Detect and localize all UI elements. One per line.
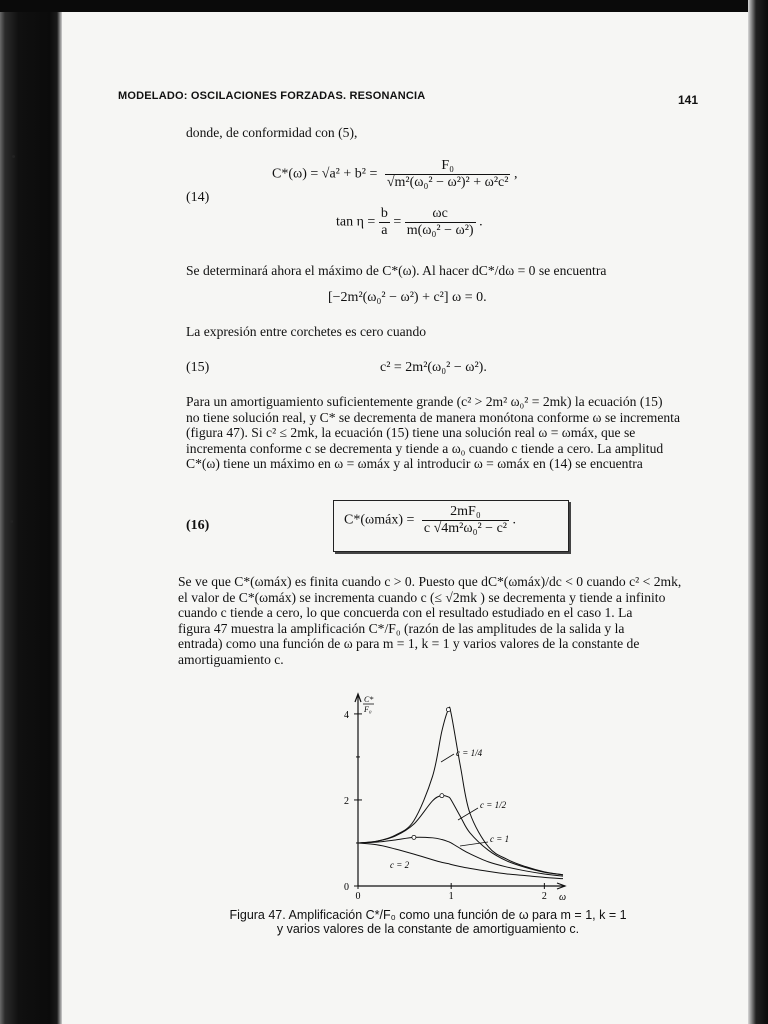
x-axis-label: ω [559, 892, 567, 903]
eq14-line1-fraction [385, 158, 511, 191]
book-spine-shadow [0, 0, 62, 1024]
equation-16 [344, 504, 516, 537]
curve-label: c = 1 [490, 834, 510, 844]
eq14-line2-numerator: ωc [405, 206, 476, 223]
y-axis-label-bottom: F₀ [364, 705, 372, 714]
eq14-line1-lhs: C*(ω) = √a² + b² = [272, 166, 378, 182]
equation-derivative: [−2m²(ω₀² − ω²) + c²] ω = 0. [328, 290, 487, 305]
figure-47-chart [330, 690, 570, 905]
equation-14-line2 [336, 206, 483, 239]
chart-axes [354, 694, 565, 889]
series-line [358, 707, 563, 875]
paragraph-damping-line: no tiene solución real, y C* se decrementa de manera monótona conforme ω se incrementa [186, 409, 680, 425]
y-tick-label: 4 [344, 709, 349, 721]
top-scan-edge [0, 0, 768, 12]
paragraph-damping-line: incrementa conforme c se decrementa y tiende a ω₀ cuando c tiende a cero. La amplitud [186, 440, 664, 456]
caption-line-1: Figura 47. Amplificación C*/F₀ como una función de ω para m = 1, k = 1 [229, 908, 627, 922]
paragraph-damping-line: Para un amortiguamiento suficientemente grande (c² > 2m² ω₀² = 2mk) la ecuación (15) [186, 394, 663, 409]
eq14-line2-denominator: m(ω₀² − ω²) [406, 223, 474, 238]
eq16-fraction [422, 504, 509, 537]
curve-label: c = 1/4 [456, 748, 483, 758]
curve-label: c = 1/2 [480, 800, 507, 810]
paragraph-finite-line: entrada) como una función de ω para m = 1, k = 1 y varios valores de la constante de [178, 636, 640, 652]
caption-line-2: y varios valores de la constante de amortiguamiento c. [276, 922, 580, 936]
eq16-denominator: c √4m²ω₀² − c² [423, 521, 507, 536]
y-tick-label: 2 [344, 795, 349, 807]
series-peak-marker [440, 794, 444, 798]
eq14-line2-b: b [380, 206, 388, 221]
chart-curves [358, 707, 563, 879]
y-tick-label: 0 [344, 882, 349, 893]
x-tick-label: 1 [448, 891, 454, 902]
series-line [358, 795, 563, 874]
running-header: MODELADO: OSCILACIONES FORZADAS. RESONANCIA [118, 90, 426, 102]
equation-15: c² = 2m²(ω₀² − ω²). [380, 360, 487, 375]
equation-15-label: (15) [186, 360, 210, 375]
equation-16-label: (16) [186, 518, 210, 533]
paragraph-finite-line: el valor de C*(ωmáx) se incrementa cuando c (≤ √2mk ) se decrementa y tiende a infinito [178, 589, 666, 605]
figure-caption [188, 908, 668, 936]
intro-line: donde, de conformidad con (5), [186, 125, 358, 140]
curve-label: c = 2 [390, 860, 410, 870]
eq14-line2-fraction-ba [379, 206, 390, 239]
equation-14-line1 [272, 158, 517, 191]
page-number: 141 [678, 93, 699, 107]
series-peak-marker [446, 708, 450, 712]
paragraph-finite [178, 574, 708, 668]
eq14-line1-denominator: √m²(ω₀² − ω²)² + ω²c² [386, 175, 509, 190]
curve-label-leader [458, 808, 478, 820]
paragraph-maximum: Se determinará ahora el máximo de C*(ω). Al hacer dC*/dω = 0 se encuentra [186, 263, 607, 278]
paragraph-damping-line: C*(ω) tiene un máximo en ω = ωmáx y al introducir ω = ωmáx en (14) se encuentra [186, 456, 643, 472]
paragraph-damping-line: (figura 47). Si c² ≤ 2mk, la ecuación (15) tiene una solución real ω = ωmáx, que se [186, 425, 636, 441]
eq16-numerator: 2mF₀ [422, 504, 509, 521]
curve-label-leader [460, 842, 488, 846]
curve-label-leader [441, 754, 454, 762]
eq14-line1-numerator: F₀ [385, 158, 511, 175]
eq16-end: . [512, 512, 516, 528]
series-line [358, 837, 563, 876]
eq14-line2-equals: = [393, 214, 402, 230]
right-scan-edge [748, 0, 768, 1024]
paragraph-finite-line: Se ve que C*(ωmáx) es finita cuando c > 0. Puesto que dC*(ωmáx)/dc < 0 cuando c² < 2mk, [178, 574, 682, 589]
scan-speck [12, 155, 15, 158]
paragraph-finite-line: figura 47 muestra la amplificación C*/F₀ (razón de las amplitudes de la salida y la [178, 620, 625, 636]
paragraph-finite-line: cuando c tiende a cero, lo que concuerda con el resultado estudiado en el caso 1. La [178, 605, 633, 621]
scan-speck [10, 520, 13, 523]
eq14-line1-end: , [513, 166, 518, 182]
eq14-line2-a: a [381, 223, 388, 238]
series-peak-marker [412, 835, 416, 839]
eq14-line2-end: . [479, 214, 483, 230]
eq14-line2-lhs: tan η = [336, 214, 376, 230]
eq16-lhs: C*(ωmáx) = [344, 512, 415, 528]
eq14-line2-fraction [405, 206, 476, 239]
paragraph-finite-line: amortiguamiento c. [178, 651, 284, 667]
x-tick-label: 0 [355, 891, 361, 902]
paragraph-brackets: La expresión entre corchetes es cero cuando [186, 324, 427, 339]
x-tick-label: 2 [541, 891, 547, 902]
y-axis-label-top: C* [364, 695, 374, 704]
paragraph-damping [186, 394, 708, 472]
equation-14-label: (14) [186, 190, 210, 205]
